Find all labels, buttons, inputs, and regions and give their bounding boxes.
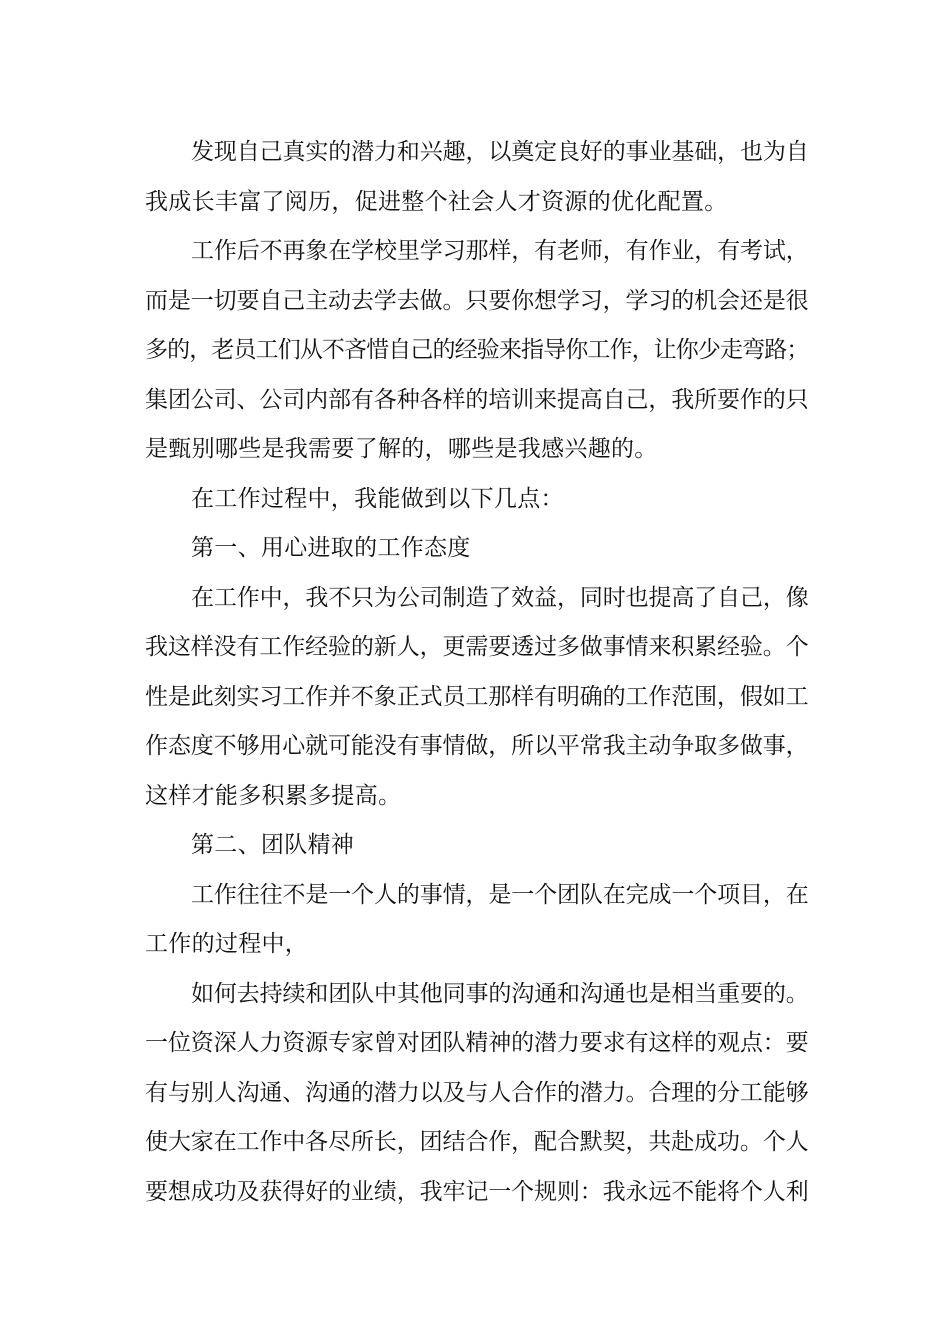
text-line: 一位资深人力资源专家曾对团队精神的潜力要求有这样的观点：要	[145, 1030, 809, 1056]
text-line: 工作后不再象在学校里学习那样，有老师，有作业，有考试，	[191, 238, 809, 264]
text-line: 有与别人沟通、沟通的潜力以及与人合作的潜力。合理的分工能够	[145, 1079, 809, 1106]
text-line: 我这样没有工作经验的新人，更需要透过多做事情来积累经验。个	[145, 634, 809, 660]
text-line: 多的，老员工们从不吝惜自己的经验来指导你工作，让你少走弯路；	[145, 337, 809, 363]
text-line: 性是此刻实习工作并不象正式员工那样有明确的工作范围，假如工	[145, 683, 809, 710]
text-line: 我成长丰富了阅历，促进整个社会人才资源的优化配置。	[145, 188, 728, 215]
text-line: 工作的过程中，	[145, 931, 309, 957]
text-line: 是甄别哪些是我需要了解的，哪些是我感兴趣的。	[145, 436, 658, 462]
text-line: 集团公司、公司内部有各种各样的培训来提高自己，我所要作的只	[145, 386, 809, 413]
text-line: 要想成功及获得好的业绩，我牢记一个规则：我永远不能将个人利	[145, 1178, 809, 1205]
text-line: 而是一切要自己主动去学去做。只要你想学习，学习的机会还是很	[145, 287, 809, 314]
section-heading: 第一、用心进取的工作态度	[191, 535, 471, 561]
text-line: 这样才能多积累多提高。	[145, 782, 402, 809]
text-line: 如何去持续和团队中其他同事的沟通和沟通也是相当重要的。	[191, 980, 809, 1007]
text-line: 在工作中，我不只为公司制造了效益，同时也提高了自己，像	[191, 584, 809, 611]
text-line: 在工作过程中，我能做到以下几点：	[191, 485, 564, 512]
text-line: 作态度不够用心就可能没有事情做，所以平常我主动争取多做事，	[145, 733, 809, 759]
document-body	[145, 128, 810, 1217]
text-line: 工作往往不是一个人的事情，是一个团队在完成一个项目，在	[191, 881, 809, 908]
text-line: 发现自己真实的潜力和兴趣，以奠定良好的事业基础，也为自	[191, 139, 809, 165]
section-heading: 第二、团队精神	[191, 832, 355, 858]
text-line: 使大家在工作中各尽所长，团结合作，配合默契，共赴成功。个人	[145, 1129, 809, 1155]
